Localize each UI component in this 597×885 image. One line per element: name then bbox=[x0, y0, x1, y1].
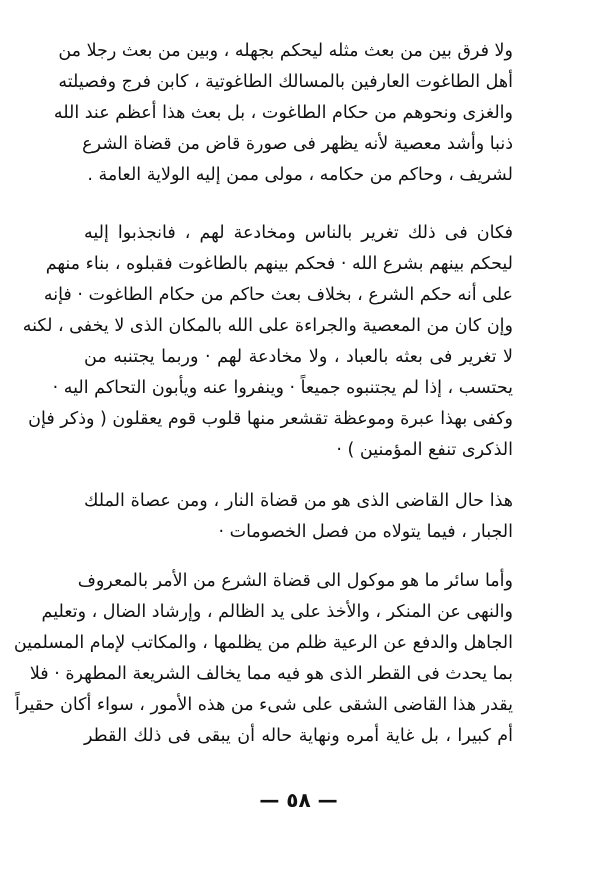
text-line: وإن كان من المعصية والجراءة على الله بالمكان الذى لا يخفى ، لكنه bbox=[22, 316, 513, 336]
text-line: ليحكم بينهم بشرع الله · فحكم بينهم بالطاغوت فقبلوه ، بناء منهم bbox=[45, 254, 513, 274]
text-line: أم كبيرا ، بل غاية أمره ونهاية حاله أن يبقى فى ذلك القطر bbox=[84, 726, 513, 746]
page-number: — ٥٨ — bbox=[259, 788, 338, 812]
text-line: أهل الطاغوت العارفين بالمسالك الطاغوتية ، كابن فرج وفصيلته bbox=[58, 72, 513, 92]
text-line: ولا فرق بين من بعث مثله ليحكم بجهله ، وبين من بعث رجلا من bbox=[58, 41, 513, 61]
text-line: لشريف ، وحاكم من حكامه ، مولى ممن إليه الولاية العامة . bbox=[87, 165, 513, 185]
text-line: يحتسب ، إذا لم يجتنبوه جميعاً · وينفروا عنه ويأبون التحاكم اليه · bbox=[52, 378, 513, 398]
text-line: والنهى عن المنكر ، والأخذ على يد الظالم ، وإرشاد الضال ، وتعليم bbox=[41, 602, 513, 622]
paragraph-1 bbox=[53, 36, 513, 191]
text-line: على أنه حكم الشرع ، بخلاف بعث حاكم من حكام الطاغوت · فإنه bbox=[43, 285, 513, 305]
text-line: الجاهل والدفع عن الرعية ظلم من يظلمها ، والمكاتب لإمام المسلمين bbox=[13, 633, 513, 653]
text-line: يقدر هذا القاضى الشقى على شىء من هذه الأمور ، سواء أكان حقيراً bbox=[14, 695, 513, 715]
paragraph-3 bbox=[84, 486, 513, 548]
text-line: لا تغرير فى بعثه بالعباد ، ولا مخادعة لهم · وربما يجتنبه من bbox=[84, 347, 513, 367]
paragraph-4 bbox=[13, 566, 513, 752]
text-line: وأما سائر ما هو موكول الى قضاة الشرع من الأمر بالمعروف bbox=[77, 571, 513, 591]
paragraph-2 bbox=[22, 218, 513, 466]
text-line: الذكرى تنفع المؤمنين ) · bbox=[336, 440, 513, 460]
text-line: فكان فى ذلك تغرير بالناس ومخادعة لهم ، فانجذبوا إليه bbox=[84, 223, 513, 243]
text-line: والغزى ونحوهم من حكام الطاغوت ، بل بعث هذا أعظم عند الله bbox=[53, 103, 513, 123]
text-line: ذنبا وأشد معصية لأنه يظهر فى صورة قاض من قضاة الشرع bbox=[82, 134, 513, 154]
text-line: هذا حال القاضى الذى هو من قضاة النار ، ومن عصاة الملك bbox=[84, 491, 513, 511]
text-line: بما يحدث فى القطر الذى هو فيه مما يخالف الشريعة المطهرة · فلا bbox=[29, 664, 513, 684]
text-line: وكفى بهذا عبرة وموعظة تقشعر منها قلوب قوم يعقلون ( وذكر فإن bbox=[28, 409, 513, 429]
text-line: الجبار ، فيما يتولاه من فصل الخصومات · bbox=[218, 522, 513, 542]
